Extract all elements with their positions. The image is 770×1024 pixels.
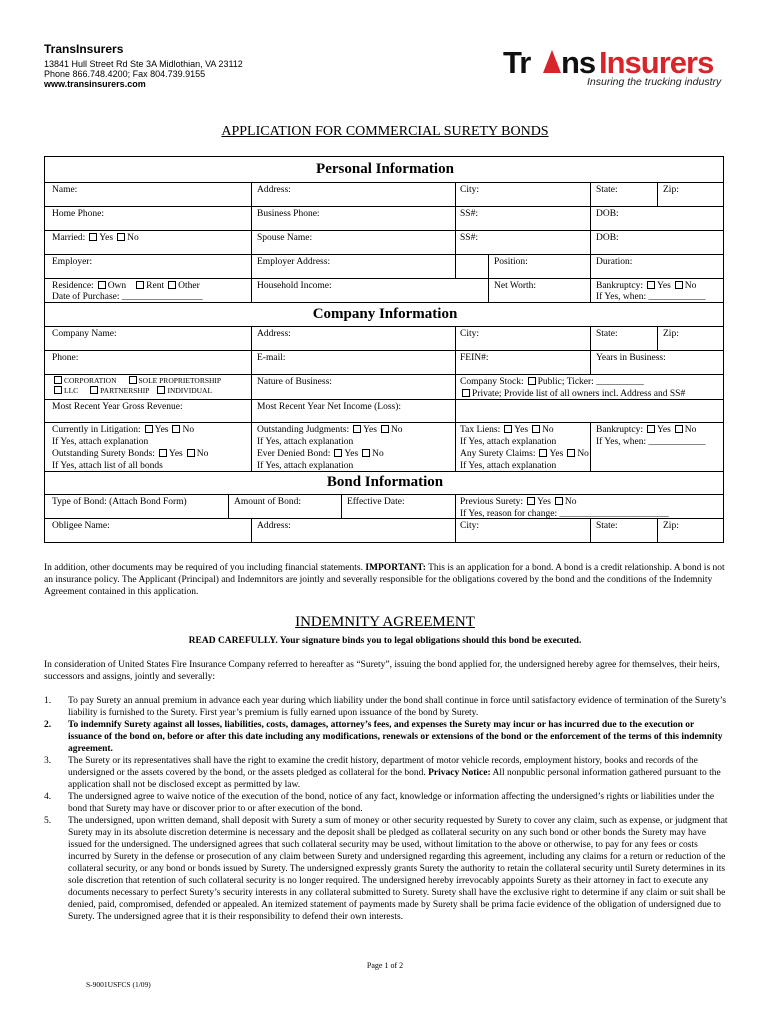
public-checkbox[interactable] [528,377,536,385]
previous-surety-yes-checkbox[interactable] [527,497,535,505]
indemnity-intro: In consideration of United States Fire Insurance Company referred to hereafter as “Surety”, issuing the bond applied for, the undersigned hereby agree for themselves, their heirs, successors and assigns, jointly and severally: [44,660,720,682]
outstanding-bonds-row [52,449,208,461]
surety-claims-explain: If Yes, attach explanation [460,461,557,471]
personal-info-heading: Personal Information [316,161,454,177]
item-text: The undersigned, upon written demand, shall deposit with Surety a sum of money or other security requested by Surety to cover any claim, such as expense, or judgment that Surety may in its absolute discretion determine is necessary and the deposit shall be pledged as collateral security on any such bond or other bonds the Surety may have issued for the undersigned. The undersigned agrees that such collateral security may be used, without limitation to the above or otherwise, to pay for any fees or costs incurred by Surety in the defense or prosecution of any claim between Surety and undersigned regarding this agreement, including any claims for a return or reduction of the collateral security, or any bond or bonds issued by Surety. The undersigned expressly grants Surety the authority to retain the collateral security until Surety determines in its sole discretion that retention of such collateral security is no longer required. The undersigned hereby irrevocably appoints Surety as their attorney in fact to execute any documents necessary to perfect Surety’s security interests in any collateral submitted to Surety. Surety shall have the exclusive right to determine if any claim or suit shall be denied, paid, compromised, defended or appealed. An itemized statement of payments made by Surety shall be prima facie evidence of the obligation of undersigned due to Surety. The undersigned agree that it is their responsibility to defend their own interests. [68,816,728,922]
spouse-ssn-field[interactable]: SS#: [460,233,478,243]
company-city-field[interactable]: City: [460,329,480,339]
company-website[interactable]: www.transinsurers.com [44,79,146,89]
document-title: APPLICATION FOR COMMERCIAL SURETY BONDS [221,124,549,139]
yes-label: Yes [168,449,183,459]
notice-important-label: IMPORTANT: [365,563,426,573]
obligee-name-field[interactable]: Obligee Name: [52,521,110,531]
important-notice [44,562,728,598]
item-text: To indemnify Surety against all losses, liabilities, costs, damages, attorney’s fees, and expenses the Surety may incur or has incurred due to the execution or issuance of the bond on, before or after this date including any modifications, renewals or extensions of the bond or the enforcement of the terms of this indemnity agreement. [68,720,723,754]
company-info-heading: Company Information [312,306,458,322]
previous-surety-row [460,497,577,509]
item-number: 3. [44,756,52,766]
company-bankruptcy-when[interactable]: If Yes, when: ____________ [596,437,706,447]
entity-type-row-2 [52,386,212,396]
obligee-address-field[interactable]: Address: [257,521,291,531]
effective-date-field[interactable]: Effective Date: [347,497,405,507]
item-text: To pay Surety an annual premium in advance each year during which liability under the bond shall continue in force until satisfactory evidence of termination of the Surety’s liability is furnished to the Surety. First year’s premium is fully earned upon issuance of the bond by Surety. [68,696,727,718]
judgments-row [257,425,403,437]
svg-text:ns: ns [561,45,596,78]
transinsurers-logo [503,44,722,88]
married-field [52,233,139,245]
no-label: No [196,449,209,459]
sole-prop-checkbox[interactable] [129,376,137,384]
residence-own-checkbox[interactable] [98,281,106,289]
obligee-city-field[interactable]: City: [460,521,480,531]
previous-surety-label: Previous Surety: [460,497,524,507]
residence-label: Residence: [52,281,94,291]
ever-denied-label: Ever Denied Bond: [257,449,331,459]
yes-label: Yes [99,233,114,243]
bankruptcy-no-checkbox[interactable] [675,281,683,289]
name-field[interactable]: Name: [52,185,78,195]
outstanding-bonds-no-checkbox[interactable] [187,449,195,457]
other-label: Other [178,281,200,291]
obligee-zip-field[interactable]: Zip: [663,521,679,531]
litigation-explain: If Yes, attach explanation [52,437,149,447]
logo-red-triangle [543,50,561,73]
company-name-field[interactable]: Company Name: [52,329,117,339]
indemnity-item [44,791,728,815]
employer-address-field[interactable]: Employer Address: [257,257,331,267]
company-address-field[interactable]: Address: [257,329,291,339]
partnership-checkbox[interactable] [90,386,98,394]
residence-other-checkbox[interactable] [168,281,176,289]
gross-revenue-field[interactable]: Most Recent Year Gross Revenue: [52,402,183,412]
amount-of-bond-field[interactable]: Amount of Bond: [234,497,302,507]
partnership-label: PARTNERSHIP [100,386,150,395]
ever-denied-no-checkbox[interactable] [362,449,370,457]
previous-surety-no-checkbox[interactable] [555,497,563,505]
item-text [68,755,728,791]
item-text: The undersigned agree to waive notice of the execution of the bond, notice of any fact, knowledge or information affecting the undersigned’s rights or liabilities under the bond that Surety may have or discover prior to or after execution of the bond. [68,792,715,814]
litigation-row [52,425,194,437]
indemnity-item [44,695,728,719]
item-text-a: The Surety or its representatives shall have the right to examine the credit history, department of motor vehicle records, employment history, books and records of the undersigned or the assets covered by the bond, or the assets pledged as collateral for the bond. [68,756,698,778]
bond-info-heading: Bond Information [326,474,444,490]
household-income-field[interactable]: Household Income: [257,281,332,291]
litigation-no-checkbox[interactable] [172,425,180,433]
date-of-purchase-field[interactable]: Date of Purchase: _________________ [52,292,203,302]
spouse-name-field[interactable]: Spouse Name: [257,233,313,243]
position-field[interactable]: Position: [494,257,528,267]
llc-label: LLC [64,386,79,395]
private-label: Private; Provide list of all owners incl. Address and SS# [472,389,686,399]
outstanding-bonds-list: If Yes, attach list of all bonds [52,461,163,471]
company-stock-row [460,377,644,389]
yes-label: Yes [537,497,551,507]
svg-text:Tr: Tr [503,45,531,78]
ever-denied-row [257,449,384,461]
judgments-label: Outstanding Judgments: [257,425,350,435]
yes-label: Yes [154,425,169,435]
nature-of-business-field[interactable]: Nature of Business: [257,377,332,387]
tax-liens-label: Tax Liens: [460,425,501,435]
no-label: No [127,233,139,243]
item-number: 4. [44,792,52,802]
no-label: No [564,497,577,507]
married-label: Married: [52,233,86,243]
outstanding-bonds-label: Outstanding Surety Bonds: [52,449,155,459]
no-label: No [577,449,589,459]
company-bankruptcy-no-checkbox[interactable] [675,425,683,433]
bankruptcy-yes-checkbox[interactable] [647,281,655,289]
married-yes-checkbox[interactable] [89,233,97,241]
net-worth-field[interactable]: Net Worth: [494,281,537,291]
obligee-state-field[interactable]: State: [596,521,618,531]
no-label: No [372,449,384,459]
company-state-field[interactable]: State: [596,329,618,339]
surety-claims-no-checkbox[interactable] [567,449,575,457]
years-in-business-field[interactable]: Years in Business: [596,353,666,363]
company-phone-field[interactable]: Phone: [52,353,79,363]
sole-prop-label: SOLE PROPRIETORSHIP [138,376,222,385]
corporation-checkbox[interactable] [54,376,62,384]
no-label: No [684,281,697,291]
bankruptcy-when-field[interactable]: If Yes, when: ____________ [596,292,706,302]
no-label: No [390,425,403,435]
residence-field [52,281,200,293]
tax-liens-yes-checkbox[interactable] [504,425,512,433]
page-number: Page 1 of 2 [366,961,404,970]
ever-denied-explain: If Yes, attach explanation [257,461,354,471]
employer-field[interactable]: Employer: [52,257,93,267]
company-bankruptcy-label: Bankruptcy: [596,425,643,435]
private-checkbox[interactable] [462,389,470,397]
individual-label: INDIVIDUAL [167,386,213,395]
privacy-notice-label: Privacy Notice: [428,768,491,778]
surety-claims-label: Any Surety Claims: [460,449,536,459]
company-bankruptcy-row [596,425,696,437]
indemnity-title: INDEMNITY AGREEMENT [295,614,475,630]
zip-field[interactable]: Zip: [663,185,679,195]
yes-label: Yes [656,425,671,435]
corporation-label: CORPORATION [64,376,117,385]
no-label: No [684,425,697,435]
tax-liens-no-checkbox[interactable] [532,425,540,433]
notice-text-a: In addition, other documents may be required of you including financial statements. [44,563,366,573]
logo-wordmark [503,44,719,78]
company-stock-label: Company Stock: [460,377,524,387]
reason-for-change-field[interactable]: If Yes, reason for change: _______________________ [460,509,669,519]
yes-label: Yes [344,449,359,459]
item-number: 1. [44,696,52,706]
yes-label: Yes [514,425,529,435]
application-form [44,156,724,543]
company-email-field[interactable]: E-mail: [257,353,286,363]
item-text-b: All nonpublic personal information gathered pursuant to the application shall not be disclosed except as permitted by law. [68,768,721,790]
address-field[interactable]: Address: [257,185,291,195]
type-of-bond-field[interactable]: Type of Bond: (Attach Bond Form) [52,497,187,507]
public-ticker-label: Public; Ticker: __________ [537,377,644,387]
ever-denied-yes-checkbox[interactable] [334,449,342,457]
litigation-yes-checkbox[interactable] [145,425,153,433]
company-zip-field[interactable]: Zip: [663,329,679,339]
yes-label: Yes [656,281,671,291]
bankruptcy-label: Bankruptcy: [596,281,643,291]
business-phone-field[interactable]: Business Phone: [257,209,320,219]
tax-liens-explain: If Yes, attach explanation [460,437,557,447]
llc-checkbox[interactable] [54,386,62,394]
fein-field[interactable]: FEIN#: [460,353,489,363]
surety-claims-row [460,449,589,461]
judgments-explain: If Yes, attach explanation [257,437,354,447]
state-field[interactable]: State: [596,185,618,195]
spouse-dob-field[interactable]: DOB: [596,233,619,243]
individual-checkbox[interactable] [157,386,165,394]
duration-field[interactable]: Duration: [596,257,633,267]
notice-text-b: This is an application for a bond. A bond is a credit relationship. A bond is not an insurance policy. The Applicant (Principal) and Indemnitors are jointly and severally responsible for the obligations covered by the bond and the conditions of the Indemnity Agreement contained in this application. [44,563,725,597]
entity-type-row-1 [52,376,221,386]
company-address: 13841 Hull Street Rd Ste 3A Midlothian, VA 23112 [44,59,243,69]
indemnity-item [44,815,728,923]
indemnity-item [44,755,728,791]
form-code: S-9001USFCS (1/09) [86,980,151,989]
company-phone-fax: Phone 866.748.4200; Fax 804.739.9155 [44,69,206,79]
dob-field[interactable]: DOB: [596,209,619,219]
item-number: 2. [44,720,52,730]
company-name: TransInsurers [44,42,124,56]
city-field[interactable]: City: [460,185,480,195]
ssn-field[interactable]: SS#: [460,209,478,219]
bankruptcy-field [596,281,696,293]
read-carefully: READ CAREFULLY. Your signature binds you to legal obligations should this bond be executed. [188,636,582,646]
indemnity-item [44,719,728,755]
married-no-checkbox[interactable] [117,233,125,241]
judgments-no-checkbox[interactable] [381,425,389,433]
surety-claims-yes-checkbox[interactable] [539,449,547,457]
item-number: 5. [44,816,52,826]
judgments-yes-checkbox[interactable] [353,425,361,433]
yes-label: Yes [363,425,377,435]
tax-liens-row [460,425,554,437]
no-label: No [542,425,554,435]
net-income-field[interactable]: Most Recent Year Net Income (Loss): [257,402,402,412]
no-label: No [182,425,195,435]
outstanding-bonds-yes-checkbox[interactable] [159,449,167,457]
home-phone-field[interactable]: Home Phone: [52,209,104,219]
yes-label: Yes [549,449,564,459]
litigation-label: Currently in Litigation: [52,425,141,435]
own-label: Own [107,281,127,291]
company-bankruptcy-yes-checkbox[interactable] [647,425,655,433]
svg-text:Insurers: Insurers [599,45,714,78]
logo-tagline: Insuring the trucking industry [587,76,722,88]
rent-label: Rent [146,281,165,291]
residence-rent-checkbox[interactable] [136,281,144,289]
